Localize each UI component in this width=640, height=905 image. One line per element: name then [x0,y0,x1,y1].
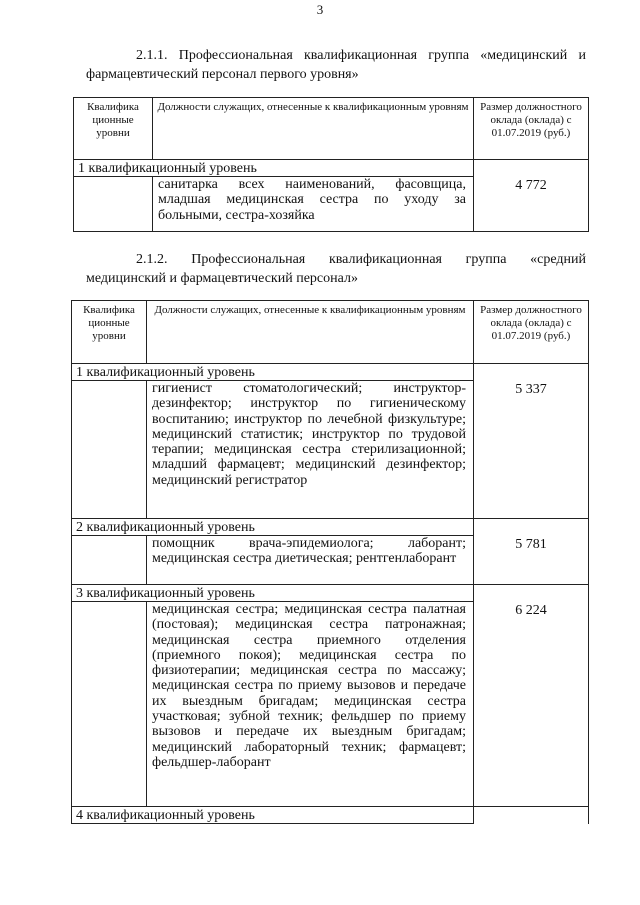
level-row [74,160,589,177]
positions-cell: гигиенист стоматологический; инструктор-дезинфектор; инструктор по гигиеническому воспитанию; инструктор по лечебной физкультуре; медицинский статистик; инструктор по трудовой терапии; медицинская сестра стерилизационной; младший фармацевт; медицинский дезинфектор; медицинский регистратор [147,381,474,519]
section-heading-2-1-2 [86,250,586,288]
column-header-level: Квалифика ционные уровни [72,301,147,364]
page-number: 3 [316,2,324,17]
level-row [72,364,589,381]
column-header-level: Квалифика ционные уровни [74,98,153,160]
level-label: 1 квалификационный уровень [72,364,474,381]
salary-cell: 5 337 [474,381,589,519]
positions-cell: санитарка всех наименований, фасовщица, младшая медицинская сестра по уходу за больными, сестра-хозяйка [153,177,474,232]
table-header-row [72,301,589,364]
heading-line-1: 2.1.1. Профессиональная квалификационная группа «медицинский и [136,48,586,63]
column-header-salary: Размер должностного оклада (оклада) с 01.07.2019 (руб.) [474,98,589,160]
level-row [72,519,589,536]
positions-row [72,602,589,807]
column-header-salary: Размер должностного оклада (оклада) с 01.07.2019 (руб.) [474,301,589,364]
level-row [72,807,589,824]
table-2-1-2 [71,300,589,824]
salary-cell: 6 224 [474,602,589,807]
table-2-1-1 [73,97,589,232]
section-heading-2-1-1 [86,46,586,84]
salary-cell: 4 772 [474,177,589,232]
positions-cell: медицинская сестра; медицинская сестра палатная (постовая); медицинская сестра патронажная; медицинская сестра приемного отделения (приемного покоя); медицинская сестра по физиотерапии; медицинская сестра по массажу; медицинская сестра по приему вызовов и передаче их выездным бригадам; медицинская сестра участковая; зубной техник; фельдшер по приему вызовов и передаче их выездным бригадам; медицинский лабораторный техник; фармацевт; фельдшер-лаборант [147,602,474,807]
positions-row [72,536,589,585]
heading-line-2: фармацевтический персонал первого уровня» [86,67,359,82]
level-label: 4 квалификационный уровень [72,807,474,824]
positions-cell: помощник врача-эпидемиолога; лаборант; медицинская сестра диетическая; рентгенлаборант [147,536,474,585]
level-row [72,585,589,602]
level-label: 2 квалификационный уровень [72,519,474,536]
column-header-positions: Должности служащих, отнесенные к квалификационным уровням [153,98,474,160]
positions-row [72,381,589,519]
level-label: 3 квалификационный уровень [72,585,474,602]
table-header-row [74,98,589,160]
heading-line-2: медицинский и фармацевтический персонал» [86,271,358,286]
level-label: 1 квалификационный уровень [74,160,474,177]
heading-line-1: 2.1.2. Профессиональная квалификационная группа «средний [136,252,586,267]
positions-row [74,177,589,232]
column-header-positions: Должности служащих, отнесенные к квалификационным уровням [147,301,474,364]
salary-cell: 5 781 [474,536,589,585]
